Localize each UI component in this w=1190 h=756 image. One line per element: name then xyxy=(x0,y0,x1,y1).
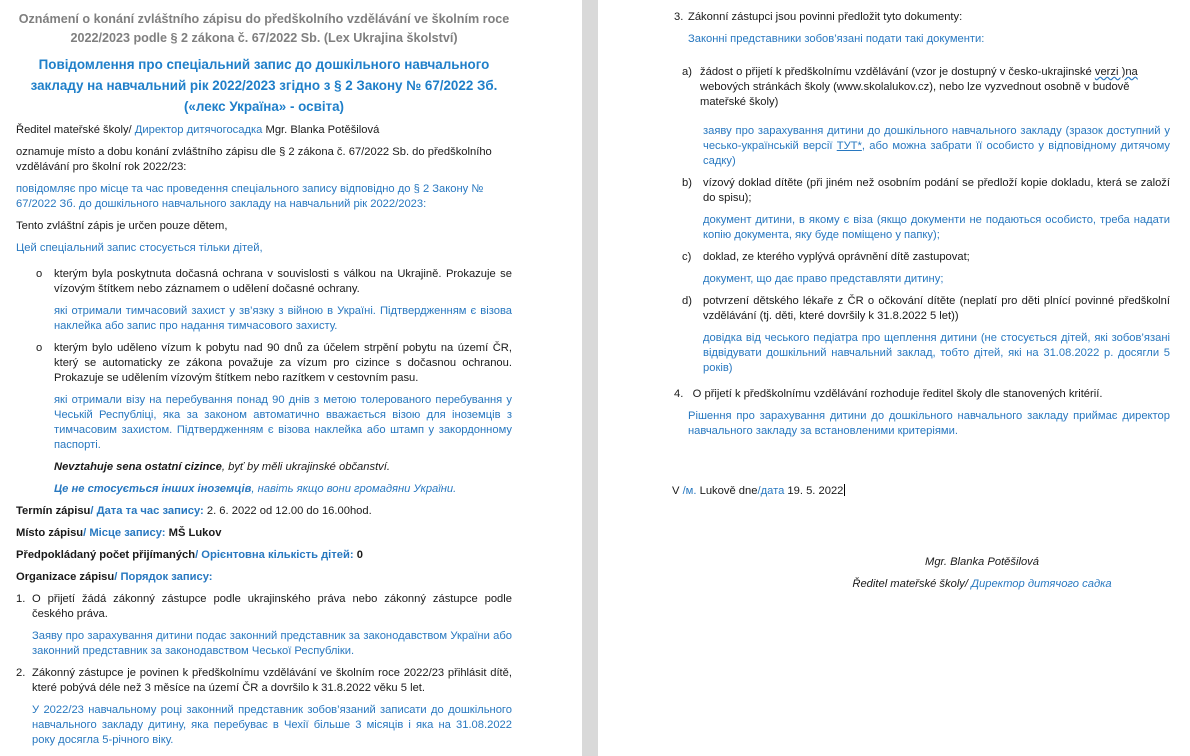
numbered-item-3-ua: Законні представники зобов’язані подати такі документи: xyxy=(688,33,985,45)
signature-role: Ředitel mateřské školy/ Директор дитячого садка xyxy=(852,578,1112,590)
numbered-item-2-ua: У 2022/23 навчальному році законний представник зобов’язаний записати до дошкільного навчального закладу дитину, яка перебуває в Чехії більше 3 місяців і яка на 31.08.2022 року досягла 5-річного віку. xyxy=(32,704,512,746)
signature-name: Mgr. Blanka Potěšilová xyxy=(925,556,1039,568)
czech-title: Oznámení o konání zvláštního zápisu do předškolního vzdělávání ve školním roce 2022/2023 podle § 2 zákona č. 67/2022 Sb. (Lex Ukrajina školství) xyxy=(18,12,510,45)
director-line: Ředitel mateřské školy/ Директор дитячогосадка Mgr. Blanka Potěšilová xyxy=(16,124,380,136)
term-line: Termín zápisu/ Дата та час запису: 2. 6. 2022 od 12.00 do 16.00hod. xyxy=(16,505,372,517)
document-page-right xyxy=(598,0,1190,756)
not-apply-ua: Це не стосується інших іноземців, навіть якщо вони громадяни України. xyxy=(54,483,457,495)
place-date-line: V /м. Lukově dne/дата 19. 5. 2022 xyxy=(672,485,844,497)
bullet-item-2: o kterým bylo uděleno vízum k pobytu nad 90 dnů za účelem strpění pobytu na území ČR, který se automaticky ze zákona považuje za vízum pro cizince s dočasnou ochranou. Prokazuje se udělením vízovým štítkem nebo razítkem v cestovním pasu. xyxy=(36,342,512,384)
text-cursor xyxy=(844,484,845,496)
bullet-item-1-ua: які отримали тимчасовий захист у зв’язку з війною в Україні. Підтвердженням є візова наклейка або запис про надання тимчасового захисту. xyxy=(54,305,512,332)
bullet-marker: o xyxy=(36,268,43,280)
announce-ua: повідомляє про місце та час проведення спеціального запису відповідно до § 2 Закону № 67/2022 Зб. до дошкільного навчального закладу на навчальний рік 2022/2023: xyxy=(16,183,484,210)
numbered-item-1-ua: Заяву про зарахування дитини подає законний представник за законодавством України або законний представник за законодавством Чеської Республіки. xyxy=(32,630,512,657)
numbered-item-4: 4. O přijetí k předškolnímu vzdělávání rozhoduje ředitel školy dle stanovených kritérií. xyxy=(674,388,1103,400)
bullet-item-1: o kterým byla poskytnuta dočasná ochrana v souvislosti s válkou na Ukrajině. Prokazuje se vízovým štítkem nebo záznamem o udělení dočasné ochrany. xyxy=(36,268,512,295)
document-page-left xyxy=(0,0,582,756)
not-apply-cz: Nevztahuje sena ostatní cizince, byť by měli ukrajinské občanství. xyxy=(54,461,390,473)
bullet-marker: o xyxy=(36,342,43,354)
sub-item-a: a) žádost o přijetí k předškolnímu vzdělávání (vzor je dostupný v česko-ukrajinské verzi )na webových stránkách školy (www.skolalukov.cz), nebo lze vyzvednout osobně v budově mateřské školy) xyxy=(682,66,1138,108)
sub-item-c: c) doklad, ze kterého vyplývá oprávnění dítě zastupovat; xyxy=(682,251,970,263)
sub-item-a-ua: заяву про зарахування дитини до дошкільного навчального закладу (зразок доступний у чесько-українській версії ТУТ*, або можна забрати її особисто у відповідному дитячому садку) xyxy=(703,125,1170,167)
verzi-link[interactable]: verzi )na xyxy=(1094,66,1138,78)
sub-item-b-ua: документ дитини, в якому є віза (якщо документи не подаються особисто, треба надати копію документа, яку буде поміщено у папку); xyxy=(703,214,1170,241)
intended-ua: Цей спеціальний запис стосується тільки дітей, xyxy=(16,242,263,254)
sub-item-d: d) potvrzení dětského lékaře z ČR o očkování dítěte (neplatí pro děti plnící povinné předškolní vzdělávání (tj. děti, které dovršily k 31.8.2022 5 let)) xyxy=(682,295,1170,322)
ukrainian-title: Повідомлення про спеціальний запис до дошкільного навчального закладу на навчальний рік 2022/2023 згідно з § 2 Закону № 67/2022 Зб. («лекс Україна» - освіта) xyxy=(30,57,498,114)
page-gap xyxy=(582,0,598,756)
tut-link[interactable]: ТУТ* xyxy=(836,140,862,152)
sub-item-d-ua: довідка від чеського педіатра про щеплення дитини (не стосується дітей, які зобов’язані відвідувати дошкільний навчальний заклад, тобто дітей, які на 31.08.2022 р. досягли 5 років) xyxy=(703,332,1170,374)
sub-item-c-ua: документ, що дає право представляти дитину; xyxy=(703,273,944,285)
count-line: Předpokládaný počet přijímaných/ Орієнтовна кількість дітей: 0 xyxy=(16,549,363,561)
numbered-item-1: 1. O přijetí žádá zákonný zástupce podle ukrajinského práva nebo zákonný zástupce podle českého práva. xyxy=(16,593,512,620)
place-line: Místo zápisu/ Місце запису: MŠ Lukov xyxy=(16,527,222,539)
sub-item-b: b) vízový doklad dítěte (při jiném než osobním podání se předloží kopie dokladu, která se založí do spisu); xyxy=(682,177,1170,204)
organization-line: Organizace zápisu/ Порядок запису: xyxy=(16,571,213,583)
numbered-item-2: 2. Zákonný zástupce je povinen k předškolnímu vzdělávání ve školním roce 2022/23 přihlásit dítě, které pobývá déle než 3 měsíce na území ČR a dovršilo k 31.8.2022 věku 5 let. xyxy=(16,667,512,694)
numbered-item-3: 3. Zákonní zástupci jsou povinni předložit tyto dokumenty: xyxy=(674,11,963,23)
announce-cz: oznamuje místo a dobu konání zvláštního zápisu dle § 2 zákona č. 67/2022 Sb. do předškolního vzdělávání pro školní rok 2022/23: xyxy=(16,146,492,173)
bullet-item-2-ua: які отримали візу на перебування понад 90 днів з метою толерованого перебування у Чеській Республіці, яка за законом автоматично вважається візою для іноземців з тимчасовим захистом. Підтвердженням є візова наклейка або штамп у закордонному паспорті. xyxy=(54,394,512,451)
intended-cz: Tento zvláštní zápis je určen pouze dětem, xyxy=(16,220,228,232)
numbered-item-4-ua: Рішення про зарахування дитини до дошкільного навчального закладу приймає директор навчального закладу за встановленими критеріями. xyxy=(688,410,1170,437)
